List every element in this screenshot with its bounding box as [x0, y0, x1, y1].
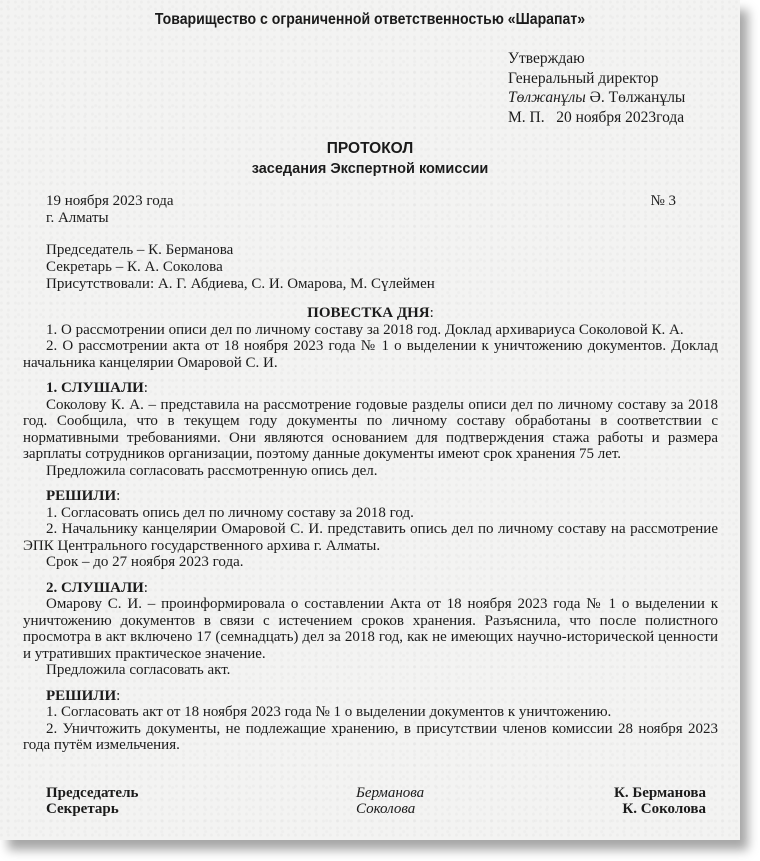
signatures-block [46, 785, 706, 817]
agenda-item: 2. О рассмотрении акта от 18 ноября 2023 года № 1 о выделении к уничтожению документов. Доклад начальника канцелярии Омаровой С. И. [23, 338, 718, 371]
agenda-heading-text: ПОВЕСТКА ДНЯ [307, 305, 430, 321]
section1-decision: 2. Начальнику канцелярии Омаровой С. И. представить опись дел по личному составу на рассмотрение ЭПК Центрального государственного архива г. Алматы. [23, 521, 718, 554]
section1-heard-heading [23, 380, 718, 397]
signature-handwritten: Берманова [356, 785, 425, 801]
signature-role: Секретарь [46, 801, 119, 817]
section2-proposal: Предложила согласовать акт. [46, 662, 231, 678]
meeting-city: г. Алматы [46, 210, 109, 226]
approval-position: Генеральный директор [508, 69, 659, 87]
present: Присутствовали: А. Г. Абдиева, С. И. Омарова, М. Сүлеймен [46, 276, 435, 292]
director-signature: Төлжанұлы [508, 89, 586, 106]
organization-name: Товарищество с ограниченной ответственностью «Шарапат» [154, 11, 586, 28]
signature-row-chair [46, 785, 706, 801]
section2-heard-heading [23, 580, 718, 597]
colon: : [429, 305, 434, 321]
section2-decided-heading [23, 688, 718, 705]
section1-proposal: Предложила согласовать рассмотренную опись дел. [46, 462, 378, 479]
section1-decision: 1. Согласовать опись дел по личному составу за 2018 год. [46, 504, 414, 521]
protocol-body [23, 305, 718, 754]
heading-text: 2. СЛУШАЛИ [46, 579, 144, 596]
section1-deadline: Срок – до 27 ноября 2023 года. [46, 554, 244, 570]
agenda-heading [23, 305, 718, 322]
approval-stamp-date: М. П. 20 ноября 2023года [508, 108, 685, 126]
colon: : [116, 687, 121, 704]
signature-handwritten: Соколова [356, 801, 416, 817]
colon: : [143, 579, 148, 596]
signature-name: К. Соколова [622, 801, 706, 817]
secretary: Секретарь – К. А. Соколова [46, 259, 223, 275]
approval-line: Утверждаю [508, 50, 585, 67]
title-sub: заседания Экспертной комиссии [251, 161, 489, 177]
section1-decided-heading [23, 488, 718, 505]
heading-text: РЕШИЛИ [46, 488, 117, 504]
heading-text: 1. СЛУШАЛИ [46, 380, 144, 396]
section2-decision: 2. Уничтожить документы, не подлежащие хранению, в присутствии членов комиссии 28 ноября 2023 года путём измельчения. [23, 720, 718, 753]
colon: : [116, 488, 121, 504]
document-title [0, 139, 740, 179]
section1-heard-text: Соколову К. А. – представила на рассмотрение годовые разделы описи дел по личному составу за 2018 год. Сообщила, что в текущем году документы по личному составу обработаны в соответствии с нормативными требованиями. Они являются основанием для подтверждения стажа работы и размера зарплаты сотрудников организации, поэтому данные документы имеют срок хранения 75 лет. [23, 396, 718, 462]
approval-signature-line [508, 88, 685, 108]
chair: Председатель – К. Берманова [46, 242, 234, 258]
signature-row-secretary [46, 801, 706, 817]
participants [46, 242, 435, 293]
signature-role: Председатель [46, 785, 139, 801]
protocol-number: № 3 [650, 193, 676, 209]
approval-block [508, 49, 685, 127]
agenda-item: 1. О рассмотрении описи дел по личному составу за 2018 год. Доклад архивариуса Соколовой К. А. [46, 321, 684, 338]
section2-heard-text: Омарову С. И. – проинформировала о составлении Акта от 18 ноября 2023 года № 1 о выделении к уничтожению документов в связи с истечением сроков хранения. Разъяснила, что после полистного просмотра в акт включено 17 (семнадцать) дел за 2018 год, как не имеющих научно-исторической ценности и утративших практическое значение. [23, 596, 718, 662]
section2-decision: 1. Согласовать акт от 18 ноября 2023 года № 1 о выделении документов к уничтожению. [46, 704, 612, 720]
title-main: ПРОТОКОЛ [326, 140, 414, 157]
heading-text: РЕШИЛИ [46, 687, 117, 704]
meeting-meta [46, 193, 174, 227]
meeting-date: 19 ноября 2023 года [46, 193, 174, 209]
signature-name: К. Берманова [613, 785, 706, 801]
colon: : [143, 380, 148, 396]
director-name: Ә. Төлжанұлы [585, 89, 686, 106]
